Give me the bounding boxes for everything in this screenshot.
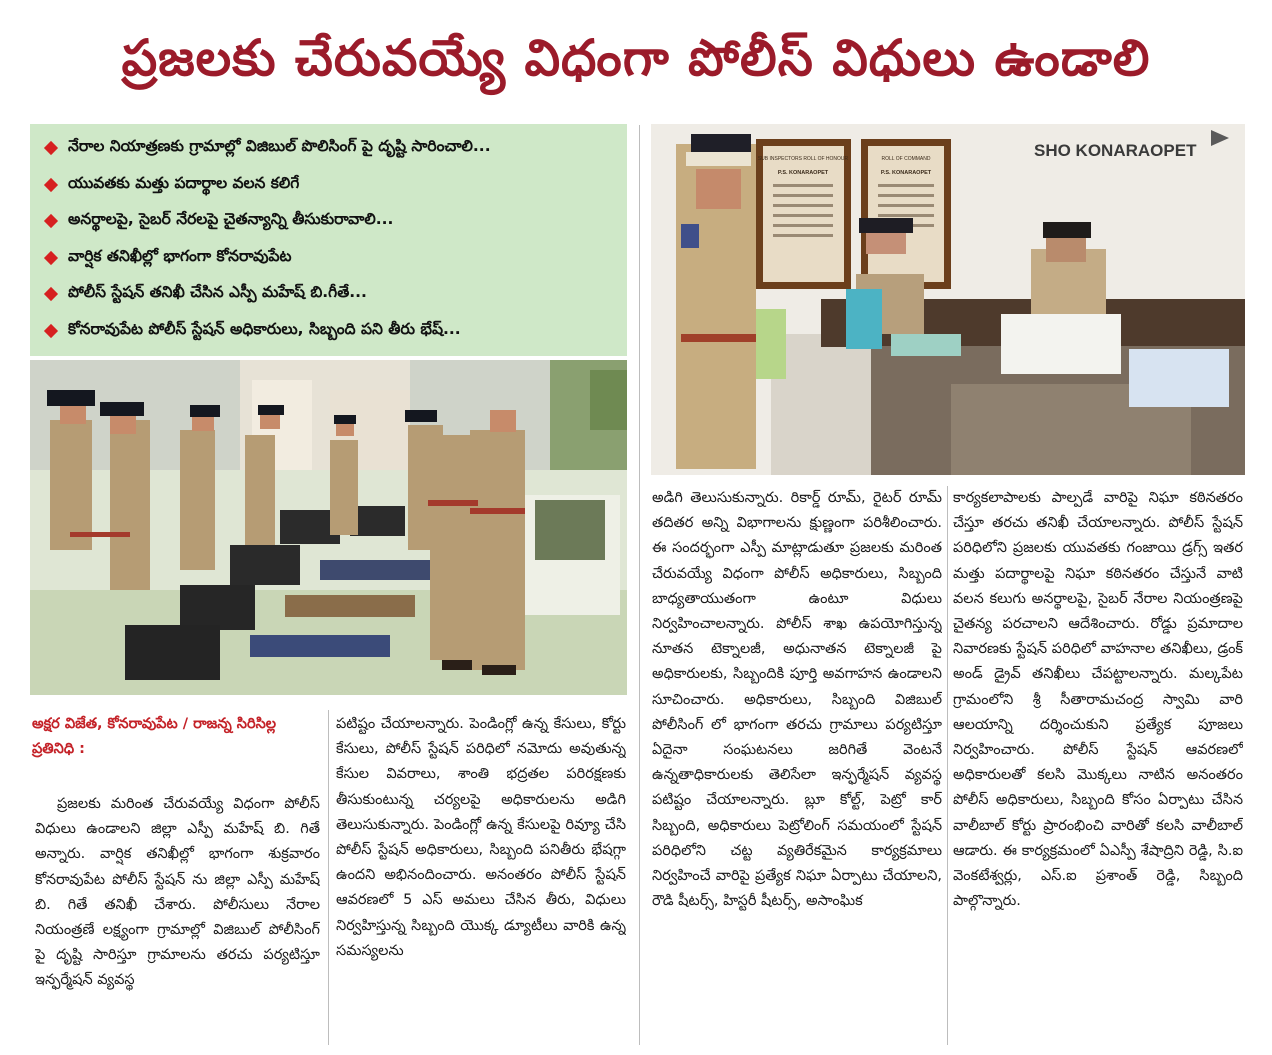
office-photo [651,124,1245,475]
highlight-item [42,130,617,167]
office-photo-illustration [651,124,1245,475]
article-column-3: అడిగి తెలుసుకున్నారు. రికార్డ్ రూమ్, రైటర్ రూమ్ తదితర అన్ని విభాగాలను క్షుణ్ణంగా పరిశీలించారు. ఈ సందర్భంగా ఎస్పీ మాట్లాడుతూ ప్రజలకు మరింత చేరువయ్యే విధంగా పోలీస్ అధికారులు, సిబ్బంది బాధ్యతాయుతంగా ఉంటూ విధులు నిర్వహించాలన్నారు. పోలీస్ శాఖ ఉపయోగిస్తున్న నూతన టెక్నాలజీ, అధునాతన టెక్నాలజీ పై అధికారులకు, సిబ్బందికి పూర్తి అవగాహన ఉండాలని సూచించారు. అధికారులు, సిబ్బంది విజిబుల్ పోలీసింగ్ లో భాగంగా తరచు గ్రామాలు పర్యటిస్తూ ఏదైనా సంఘటనలు జరిగితే వెంటనే ఉన్నతాధికారులకు తెలిసేలా ఇన్ఫర్మేషన్ వ్యవస్థ పటిష్టం చేయాలన్నారు. బ్లూ కోల్ట్, పెట్రో కార్ సిబ్బంది, అధికారులు పెట్రోలింగ్ సమయంలో స్టేషన్ పరిధిలోని చట్ట వ్యతిరేకమైన కార్యక్రమాలు నిర్వహించే వారిపై ప్రత్యేక నిఘా ఏర్పాటు చేయాలని, రౌడి షీటర్స్, హిస్టరీ షీటర్స్, అసాంఘిక [652,490,942,910]
column-divider [328,710,329,1045]
diamond-bullet-icon [44,287,58,301]
diamond-bullet-icon [44,214,58,228]
highlight-item [42,276,617,313]
column-divider [947,486,948,1045]
diamond-bullet-icon [44,324,58,338]
highlight-text: కోనరావుపేట పోలీస్ స్టేషన్ అధికారులు, సిబ్బంది పని తీరు భేష్... [68,319,461,338]
headline: ప్రజలకు చేరువయ్యే విధంగా పోలీస్ విధులు ఉండాలి [121,29,1151,87]
article-column-2: పటిష్టం చేయాలన్నారు. పెండింగ్లో ఉన్న కేసులు, కోర్టు కేసులు, పోలీస్ స్టేషన్ పరిధిలో నమోదు అవుతున్న కేసుల వివరాలు, శాంతి భద్రతల పరిరక్షణకు తీసుకుంటున్న చర్యలపై అధికారులను అడిగి తెలుసుకున్నారు. పెండింగ్లో ఉన్న కేసులపై రివ్యూ చేసి పోలీస్ స్టేషన్ అధికారులు, సిబ్బంది పనితీరు భేషగ్గా ఉందని అభినందించారు. అనంతరం పోలీస్ స్టేషన్ ఆవరణలో 5 ఎస్ అమలు చేసిన తీరు, విధులు నిర్వహిస్తున్న సిబ్బంది యొక్క డ్యూటీలు వారికి ఉన్న సమస్యలను [336,716,626,959]
inspection-photo [30,360,627,695]
diamond-bullet-icon [44,141,58,155]
honour-board-subtitle: P.S. KONARAOPET [777,170,829,176]
diamond-bullet-icon [44,251,58,265]
column-divider [639,125,640,1045]
diamond-bullet-icon [44,178,58,192]
article-column-4: కార్యకలాపాలకు పాల్పడే వారిపై నిఘా కఠినతరం చేస్తూ తరచు తనిఖీ చేయాలన్నారు. పోలీస్ స్టేషన్ పరిధిలోని ప్రజలకు యువతకు గంజాయి డ్రగ్స్ ఇతర మత్తు పదార్థాలపై నిఘా కఠినతరం చేస్తునే వాటి వలన కలుగు అనర్థాలపై, సైబర్ నేరాల నియంత్రణపై చైతన్య పరచాలని ఆదేశించారు. రోడ్డు ప్రమాదాల నివారణకు స్టేషన్ పరిధిలో వాహనాల తనిఖీలు, డ్రంక్ అండ్ డ్రైవ్ తనిఖీలు చేపట్టాలన్నారు. మల్కపేట గ్రామంలోని శ్రీ సీతారామచంద్ర స్వామి వారి ఆలయాన్ని దర్శించుకుని ప్రత్యేక పూజలు నిర్వహించారు. పోలీస్ స్టేషన్ ఆవరణలో అధికారులతో కలసి మొక్కలు నాటిన అనంతరం పోలీస్ అధికారులు, సిబ్బంది కోసం ఏర్పాటు చేసిన వాలీబాల్ కోర్టు ప్రారంభించి వారితో కలసి వాలీబాల్ ఆడారు. ఈ కార్యక్రమంలో ఏఎస్పీ శేషాద్రిని రెడ్డి, సి.ఐ వెంకటేశ్వర్లు, ఎస్.ఐ ప్రశాంత్ రెడ్డి, సిబ్బంది పాల్గొన్నారు. [953,490,1243,910]
command-board-subtitle: P.S. KONARAOPET [880,170,932,176]
highlight-item [42,167,617,204]
highlight-item [42,313,617,350]
office-sign: SHO KONARAOPET [1034,141,1197,160]
article-column-1: ప్రజలకు మరింత చేరువయ్యే విధంగా పోలీస్ విధులు ఉండాలని జిల్లా ఎస్పీ మహేష్ బి. గితే అన్నారు. వార్షిక తనిఖీల్లో భాగంగా శుక్రవారం కోనరావుపేట పోలీస్ స్టేషన్ ను జిల్లా ఎస్పీ మహేష్ బి. గితే తనిఖీ చేశారు. పోలీసులు నేరాల నియంత్రణే లక్ష్యంగా గ్రామాల్లో విజిబుల్ పోలీసింగ్ పై దృష్టి సారిస్తూ గ్రామాలను తరచు పర్యటిస్తూ ఇన్ఫర్మేషన్ వ్యవస్థ [35,796,320,989]
command-board-title: ROLL OF COMMAND [881,156,931,162]
highlight-text: వార్షిక తనిఖీల్లో భాగంగా కోనరావుపేట [68,246,292,265]
highlight-text: పోలీస్ స్టేషన్ తనిఖీ చేసిన ఎస్పీ మహేష్ బి.గీతే... [68,283,367,302]
highlight-text: అనర్థాలపై, సైబర్ నేరలపై చైతన్యాన్ని తీసుకురావాలి... [68,210,394,229]
highlights-box [30,124,627,356]
highlight-text: యువతకు మత్తు పదార్థాల వలన కలిగే [68,173,300,192]
highlight-item [42,240,617,277]
honour-board-title: SUB INSPECTORS ROLL OF HONOUR [757,156,849,162]
highlight-text: నేరాల నియాత్రణకు గ్రామాల్లో విజిబుల్ పొలిసింగ్ పై దృష్టి సారించాలి... [68,137,491,156]
highlight-item [42,203,617,240]
inspection-photo-illustration [30,360,627,695]
byline: అక్షర విజేత, కోనరావుపేట / రాజన్న సిరిసిల్ల ప్రతినిధి : [32,716,277,757]
